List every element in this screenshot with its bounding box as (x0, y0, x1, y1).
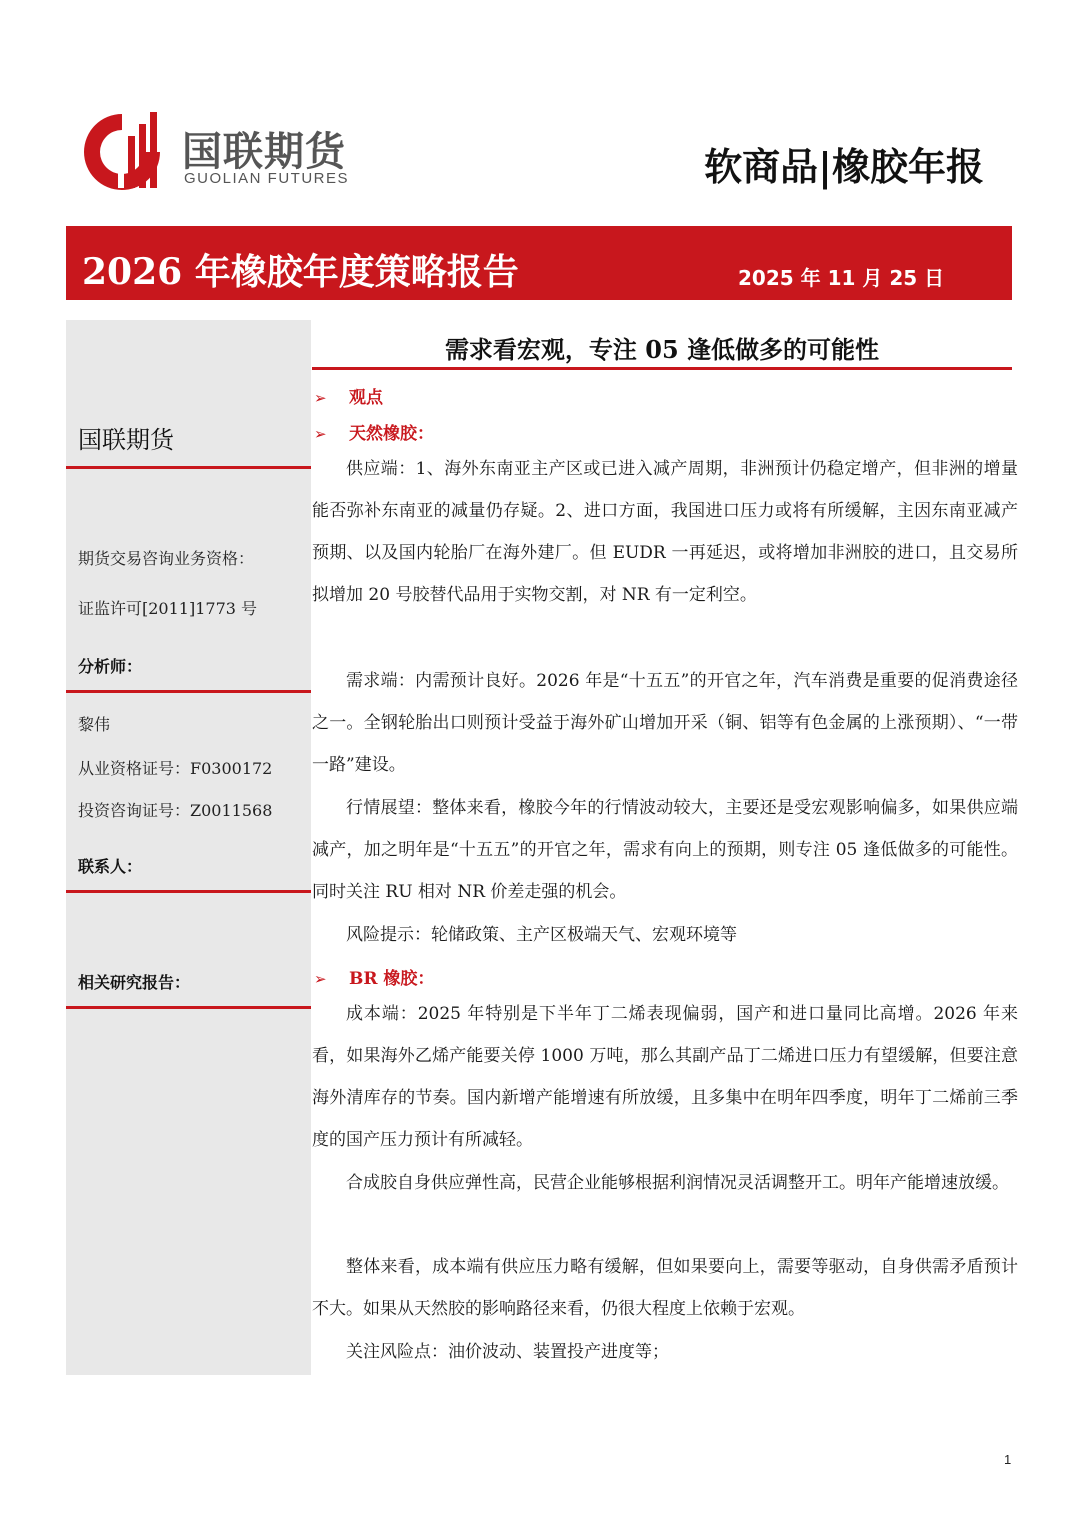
viewpoint-label: 观点 (349, 388, 383, 408)
br-rubber-label: BR 橡胶： (349, 969, 435, 989)
report-subtitle: 需求看宏观，专注 05 逢低做多的可能性 (444, 335, 880, 364)
logo-wordmark-en: GUOLIAN FUTURES (184, 170, 350, 187)
arrow-bullet-icon: ➢ (314, 425, 327, 443)
br-risk-paragraph: 关注风险点：油价波动、装置投产进度等； (346, 1342, 669, 1362)
subtitle-divider (312, 367, 1012, 370)
sidebar-divider (66, 1006, 311, 1009)
practice-certificate: 从业资格证号：F0300172 (78, 759, 273, 778)
nr-demand-paragraph: 需求端：内需预计良好。2026 年是“十五五”的开官之年，汽车消费是重要的促消费途径之一。全钢轮胎出口则预计受益于海外矿山增加开采（铜、铝等有色金属的上涨预期）、“一带一路”建设。 (312, 671, 1018, 775)
license-number: 证监许可[2011]1773 号 (78, 599, 258, 618)
arrow-bullet-icon: ➢ (314, 970, 327, 988)
br-overall-paragraph: 整体来看，成本端有供应压力略有缓解，但如果要向上，需要等驱动，自身供需矛盾预计不大。如果从天然胶的影响路径来看，仍很大程度上依赖于宏观。 (312, 1257, 1018, 1319)
company-logo-icon (80, 110, 164, 194)
report-category: 软商品|橡胶年报 (704, 144, 984, 189)
logo-wordmark-cn: 国联期货 (182, 129, 346, 175)
analyst-name: 黎伟 (78, 715, 111, 734)
nr-outlook-paragraph: 行情展望：整体来看，橡胶今年的行情波动较大，主要还是受宏观影响偏多，如果供应端减产，加之明年是“十五五”的开官之年，需求有向上的预期，则专注 05 逢低做多的可能性。同时关注 RU 相对 NR 价差走强的机会。 (312, 798, 1018, 902)
report-date: 2025 年 11 月 25 日 (738, 266, 945, 290)
br-cost-paragraph: 成本端：2025 年特别是下半年丁二烯表现偏弱，国产和进口量同比高增。2026 年来看，如果海外乙烯产能要关停 1000 万吨，那么其副产品丁二烯进口压力有望缓解，但要注意海外清库存的节奏。国内新增产能增速有所放缓，且多集中在明年四季度，明年丁二烯前三季度的国产压力预计有所减轻。 (312, 1004, 1018, 1150)
natural-rubber-heading (314, 419, 434, 444)
info-sidebar (66, 320, 311, 1375)
nr-supply-paragraph: 供应端：1、海外东南亚主产区或已进入减产周期，非洲预计仍稳定增产，但非洲的增量能否弥补东南亚的减量仍存疑。2、进口方面，我国进口压力或将有所缓解，主因东南亚减产预期、以及国内轮胎厂在海外建厂。但 EUDR 一再延迟，或将增加非洲胶的进口，且交易所拟增加 20 号胶替代品用于实物交割，对 NR 有一定利空。 (312, 459, 1018, 605)
natural-rubber-label: 天然橡胶： (349, 424, 434, 444)
consult-certificate: 投资咨询证号：Z0011568 (78, 801, 273, 820)
sidebar-divider (66, 466, 311, 469)
report-title: 2026 年橡胶年度策略报告 (82, 251, 519, 293)
related-reports-label: 相关研究报告： (78, 973, 191, 992)
sidebar-divider (66, 890, 311, 893)
page-number: 1 (1004, 1452, 1012, 1467)
viewpoint-heading (314, 383, 383, 408)
analyst-label: 分析师： (78, 657, 143, 676)
br-supply-paragraph: 合成胶自身供应弹性高，民营企业能够根据利润情况灵活调整开工。明年产能增速放缓。 (346, 1173, 1009, 1193)
qualification-label: 期货交易咨询业务资格： (78, 549, 255, 568)
sidebar-company: 国联期货 (78, 426, 174, 454)
title-banner (66, 226, 1012, 300)
arrow-bullet-icon: ➢ (314, 389, 327, 407)
br-rubber-heading (314, 964, 434, 989)
contact-label: 联系人： (78, 857, 143, 876)
nr-risk-paragraph: 风险提示：轮储政策、主产区极端天气、宏观环境等 (346, 925, 737, 945)
sidebar-divider (66, 690, 311, 693)
